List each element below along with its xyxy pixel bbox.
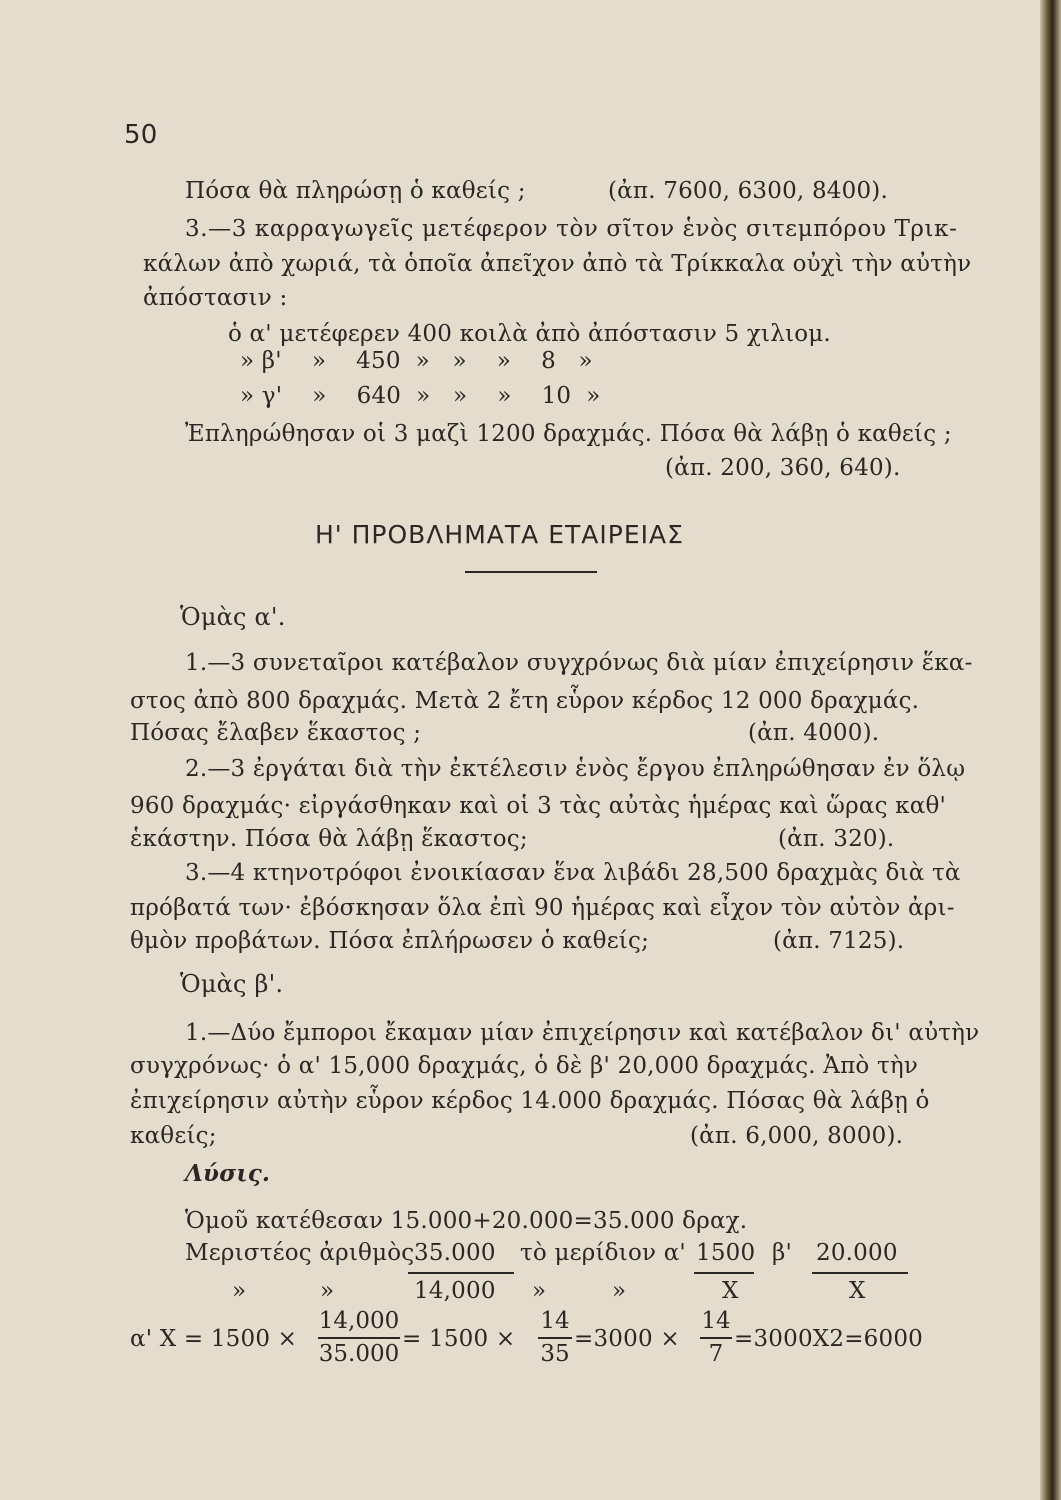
text-line: Ἐπληρώθησαν οἱ 3 μαζὶ 1200 δραχμάς. Πόσα θὰ λάβῃ ὁ καθείς ;: [185, 421, 952, 447]
fraction-numerator: 20.000: [816, 1240, 898, 1266]
text-line: 960 δραχμάς· εἰργάσθηκαν καὶ οἱ 3 τὰς αὐτὰς ἡμέρας καὶ ὥρας καθ': [130, 793, 947, 819]
fraction-bar: [700, 1337, 732, 1339]
page-edge: [1040, 0, 1061, 1500]
page-number: 50: [124, 120, 158, 150]
text-line: καθείς;: [130, 1123, 217, 1149]
fraction-denominator: 7: [708, 1341, 724, 1367]
fraction-denominator: 35.000: [318, 1341, 400, 1367]
equation-part: =3000 ×: [574, 1326, 680, 1352]
text-line: ἑκάστην. Πόσα θὰ λάβῃ ἕκαστος;: [130, 826, 528, 852]
fraction-bar: [318, 1337, 400, 1339]
text-line: 1.—Δύο ἔμποροι ἔκαμαν μίαν ἐπιχείρησιν καὶ κατέβαλον δι' αὐτὴν: [185, 1020, 980, 1046]
fraction-denominator: 35: [540, 1341, 570, 1367]
solution-label: Λύσις.: [185, 1160, 271, 1187]
heading-rule: [465, 571, 597, 573]
solution-line: β': [772, 1240, 793, 1266]
fraction-bar: [538, 1337, 572, 1339]
fraction-denominator: 14,000: [414, 1278, 496, 1304]
text-line: 1.—3 συνεταῖροι κατέβαλον συγχρόνως διὰ μίαν ἐπιχείρησιν ἕκα-: [185, 650, 973, 676]
text-line: 3.—3 καρραγωγεῖς μετέφερον τὸν σῖτον ἑνὸς σιτεμπόρου Τρικ-: [185, 216, 958, 242]
equation-part: =3000X2=6000: [734, 1326, 924, 1352]
equation-part: α' X = 1500 ×: [130, 1326, 298, 1352]
fraction-numerator: 14: [701, 1308, 731, 1334]
fraction-denominator: X: [849, 1278, 866, 1304]
text-line: στος ἀπὸ 800 δραχμάς. Μετὰ 2 ἔτη εὗρον κέρδος 12 000 δραχμάς.: [130, 688, 920, 714]
answer-text: (ἀπ. 320).: [778, 826, 895, 852]
fraction-denominator: X: [722, 1278, 739, 1304]
ditto-mark: »: [320, 1278, 335, 1304]
text-line: ἀπόστασιν :: [143, 285, 288, 311]
text-line: κάλων ἀπὸ χωριά, τὰ ὁποῖα ἀπεῖχον ἀπὸ τὰ Τρίκκαλα οὐχὶ τὴν αὐτὴν: [143, 251, 972, 277]
ditto-mark: »: [612, 1278, 627, 1304]
fraction-bar: [694, 1272, 754, 1274]
solution-line: τὸ μερίδιον α': [520, 1240, 686, 1266]
solution-line: Μεριστέος ἀριθμὸς: [185, 1240, 415, 1266]
answer-text: (ἀπ. 200, 360, 640).: [665, 455, 901, 481]
fraction-bar: [812, 1272, 908, 1274]
text-line: 2.—3 ἐργάται διὰ τὴν ἐκτέλεσιν ἑνὸς ἔργου ἐπληρώθησαν ἐν ὅλῳ: [185, 756, 966, 782]
fraction-numerator: 1500: [696, 1240, 756, 1266]
text-line: 3.—4 κτηνοτρόφοι ἐνοικίασαν ἕνα λιβάδι 28,500 δραχμὰς διὰ τὰ: [185, 860, 961, 886]
text-line: » β' » 450 » » » 8 »: [240, 348, 593, 374]
ditto-mark: »: [232, 1278, 247, 1304]
group-a-heading: Ὁμὰς α'.: [180, 603, 286, 631]
text-line: Πόσας ἔλαβεν ἕκαστος ;: [130, 720, 422, 746]
answer-text: (ἀπ. 4000).: [748, 720, 880, 746]
answer-text: (ἀπ. 7125).: [773, 928, 905, 954]
answer-text: (ἀπ. 6,000, 8000).: [690, 1123, 904, 1149]
solution-line: Ὁμοῦ κατέθεσαν 15.000+20.000=35.000 δραχ.: [185, 1208, 748, 1234]
section-heading: Η' ΠΡΟΒΛΗΜΑΤΑ ΕΤΑΙΡΕΙΑΣ: [315, 520, 684, 549]
fraction-numerator: 14,000: [318, 1308, 400, 1334]
text-line: » γ' » 640 » » » 10 »: [240, 383, 601, 409]
equation-part: = 1500 ×: [402, 1326, 516, 1352]
fraction-numerator: 14: [540, 1308, 570, 1334]
fraction-bar: [408, 1272, 514, 1274]
ditto-mark: »: [532, 1278, 547, 1304]
answer-text: (ἀπ. 7600, 6300, 8400).: [608, 178, 888, 204]
text-line: ἐπιχείρησιν αὐτὴν εὗρον κέρδος 14.000 δραχμάς. Πόσας θὰ λάβῃ ὁ: [130, 1088, 930, 1114]
text-line: Πόσα θὰ πληρώσῃ ὁ καθείς ;: [185, 178, 526, 204]
fraction-numerator: 35.000: [414, 1240, 496, 1266]
text-line: πρόβατά των· ἐβόσκησαν ὅλα ἐπὶ 90 ἡμέρας καὶ εἶχον τὸν αὐτὸν ἀρι-: [130, 895, 955, 921]
group-b-heading: Ὁμὰς β'.: [180, 970, 284, 998]
text-line: ὁ α' μετέφερεν 400 κοιλὰ ἀπὸ ἀπόστασιν 5 χιλιομ.: [228, 321, 831, 347]
text-line: θμὸν προβάτων. Πόσα ἐπλήρωσεν ὁ καθείς;: [130, 928, 650, 954]
text-line: συγχρόνως· ὁ α' 15,000 δραχμάς, ὁ δὲ β' 20,000 δραχμάς. Ἀπὸ τὴν: [130, 1053, 919, 1079]
